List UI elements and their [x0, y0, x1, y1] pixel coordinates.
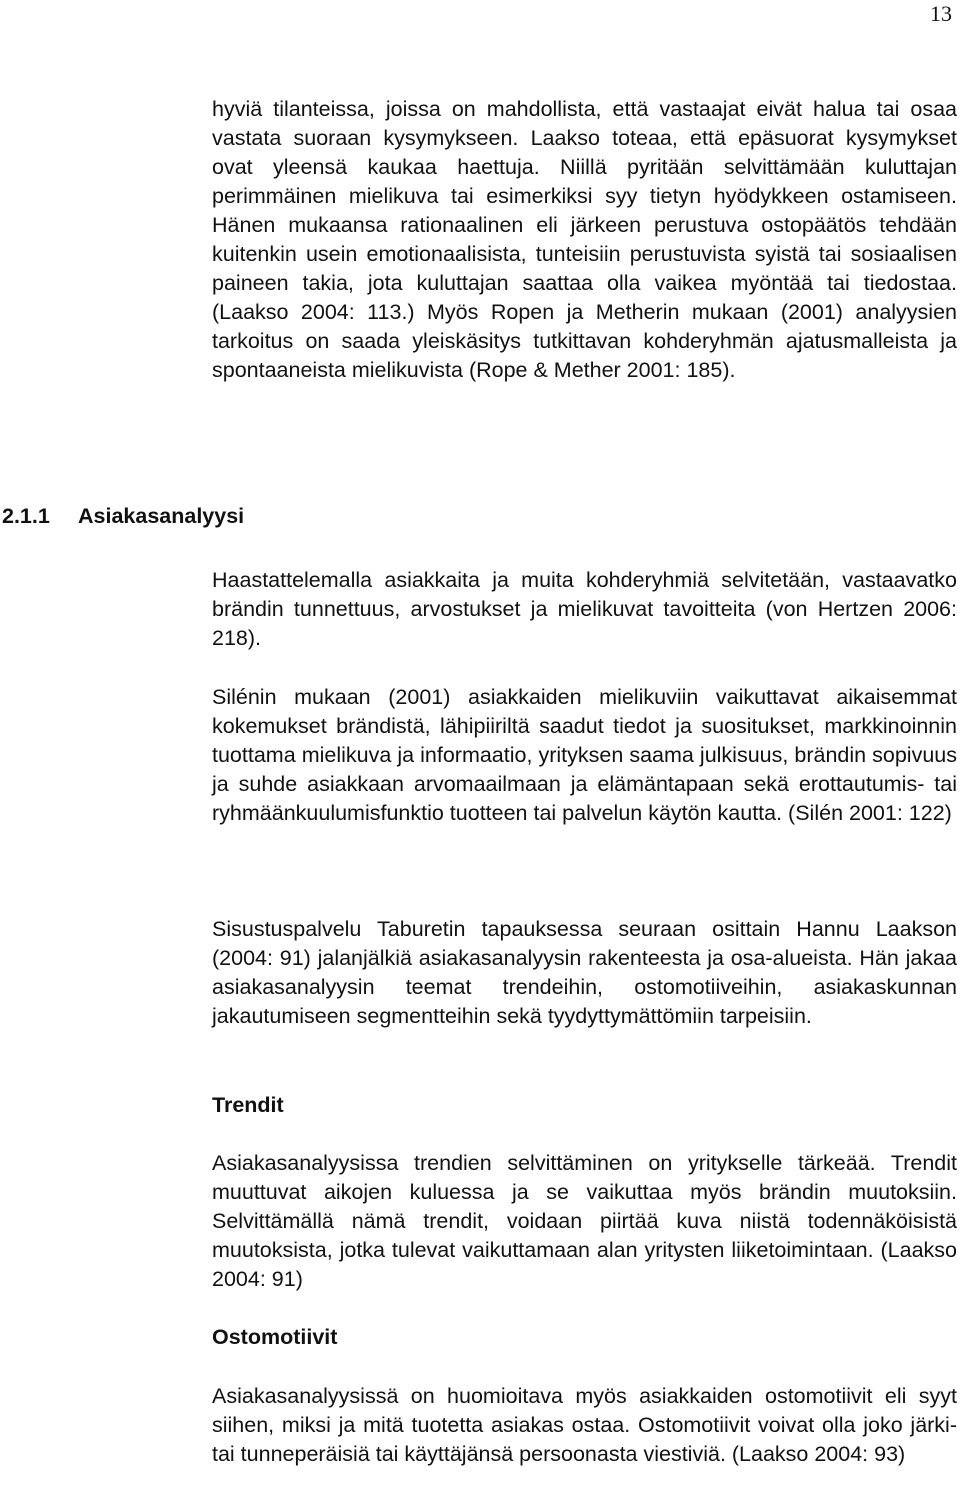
paragraph-trendit: Asiakasanalyysissa trendien selvittäminen on yritykselle tärkeää. Trendit muuttuvat aikojen kuluessa ja se vaikuttaa myös brändin muutoksiin. Selvittämällä nämä trendit, voidaan piirtää kuva niistä todennäköisistä muutoksista, jotka tulevat vaikuttamaan alan yritysten liiketoimintaan. (Laakso 2004: 91) — [212, 1151, 957, 1291]
page-number: 13 — [930, 1, 952, 26]
section-title: Asiakasanalyysi — [78, 504, 245, 528]
section-number: 2.1.1 — [2, 504, 50, 528]
paragraph-ostomotiivit: Asiakasanalyysissä on huomioitava myös asiakkaiden ostomotiivit eli syyt siihen, miksi ja mitä tuotetta asiakas ostaa. Ostomotiivit voivat olla joko järki- tai tunneperäisiä tai käyttäjänsä persoonasta viestiviä. (Laakso 2004: 93) — [212, 1384, 957, 1466]
paragraph-indirect-questions: hyviä tilanteissa, joissa on mahdollista, että vastaajat eivät halua tai osaa vastata suoraan kysymykseen. Laakso toteaa, että epäsuorat kysymykset ovat yleensä kaukaa haettuja. Niillä pyritään selvittämään kuluttajan perimmäinen mielikuva tai esimerkiksi syy tietyn hyödykkeen ostamiseen. Hänen mukaansa rationaalinen eli järkeen perustuva ostopäätös tehdään kuitenkin usein emotionaalisista, tunteisiin perustuvista syistä tai sosiaalisen paineen takia, jota kuluttajan saattaa olla vaikea myöntää tai tiedostaa. (Laakso 2004: 113.) Myös Ropen ja Metherin mukaan (2001) analyysien tarkoitus on saada yleiskäsitys tutkittavan kohderyhmän ajatusmalleista ja spontaaneista mielikuvista (Rope & Mether 2001: 185). — [212, 97, 957, 382]
paragraph-silen: Silénin mukaan (2001) asiakkaiden mielikuviin vaikuttavat aikaisemmat kokemukset brändistä, lähipiiriltä saadut tiedot ja suositukset, markkinoinnin tuottama mielikuva ja informaatio, yrityksen saama julkisuus, brändin sopivuus ja suhde asiakkaan arvomaailmaan ja elämäntapaan sekä erottautumis- tai ryhmäänkuulumisfunktio tuotteen tai palvelun käytön kautta. (Silén 2001: 122) — [212, 685, 957, 825]
section-heading — [2, 502, 244, 531]
paragraph-interviews: Haastattelemalla asiakkaita ja muita kohderyhmiä selvitetään, vastaavatko brändin tunnettuus, arvostukset ja mielikuvat tavoitteita (von Hertzen 2006: 218). — [212, 568, 957, 650]
subheading-trendit: Trendit — [212, 1093, 284, 1117]
subheading-ostomotiivit: Ostomotiivit — [212, 1325, 338, 1349]
paragraph-taburetti: Sisustuspalvelu Taburetin tapauksessa seuraan osittain Hannu Laakson (2004: 91) jalanjälkiä asiakasanalyysin rakenteesta ja osa-alueista. Hän jakaa asiakasanalyysin teemat trendeihin, ostomotiiveihin, asiakaskunnan jakautumiseen segmentteihin sekä tyydyttymättömiin tarpeisiin. — [212, 917, 957, 1028]
